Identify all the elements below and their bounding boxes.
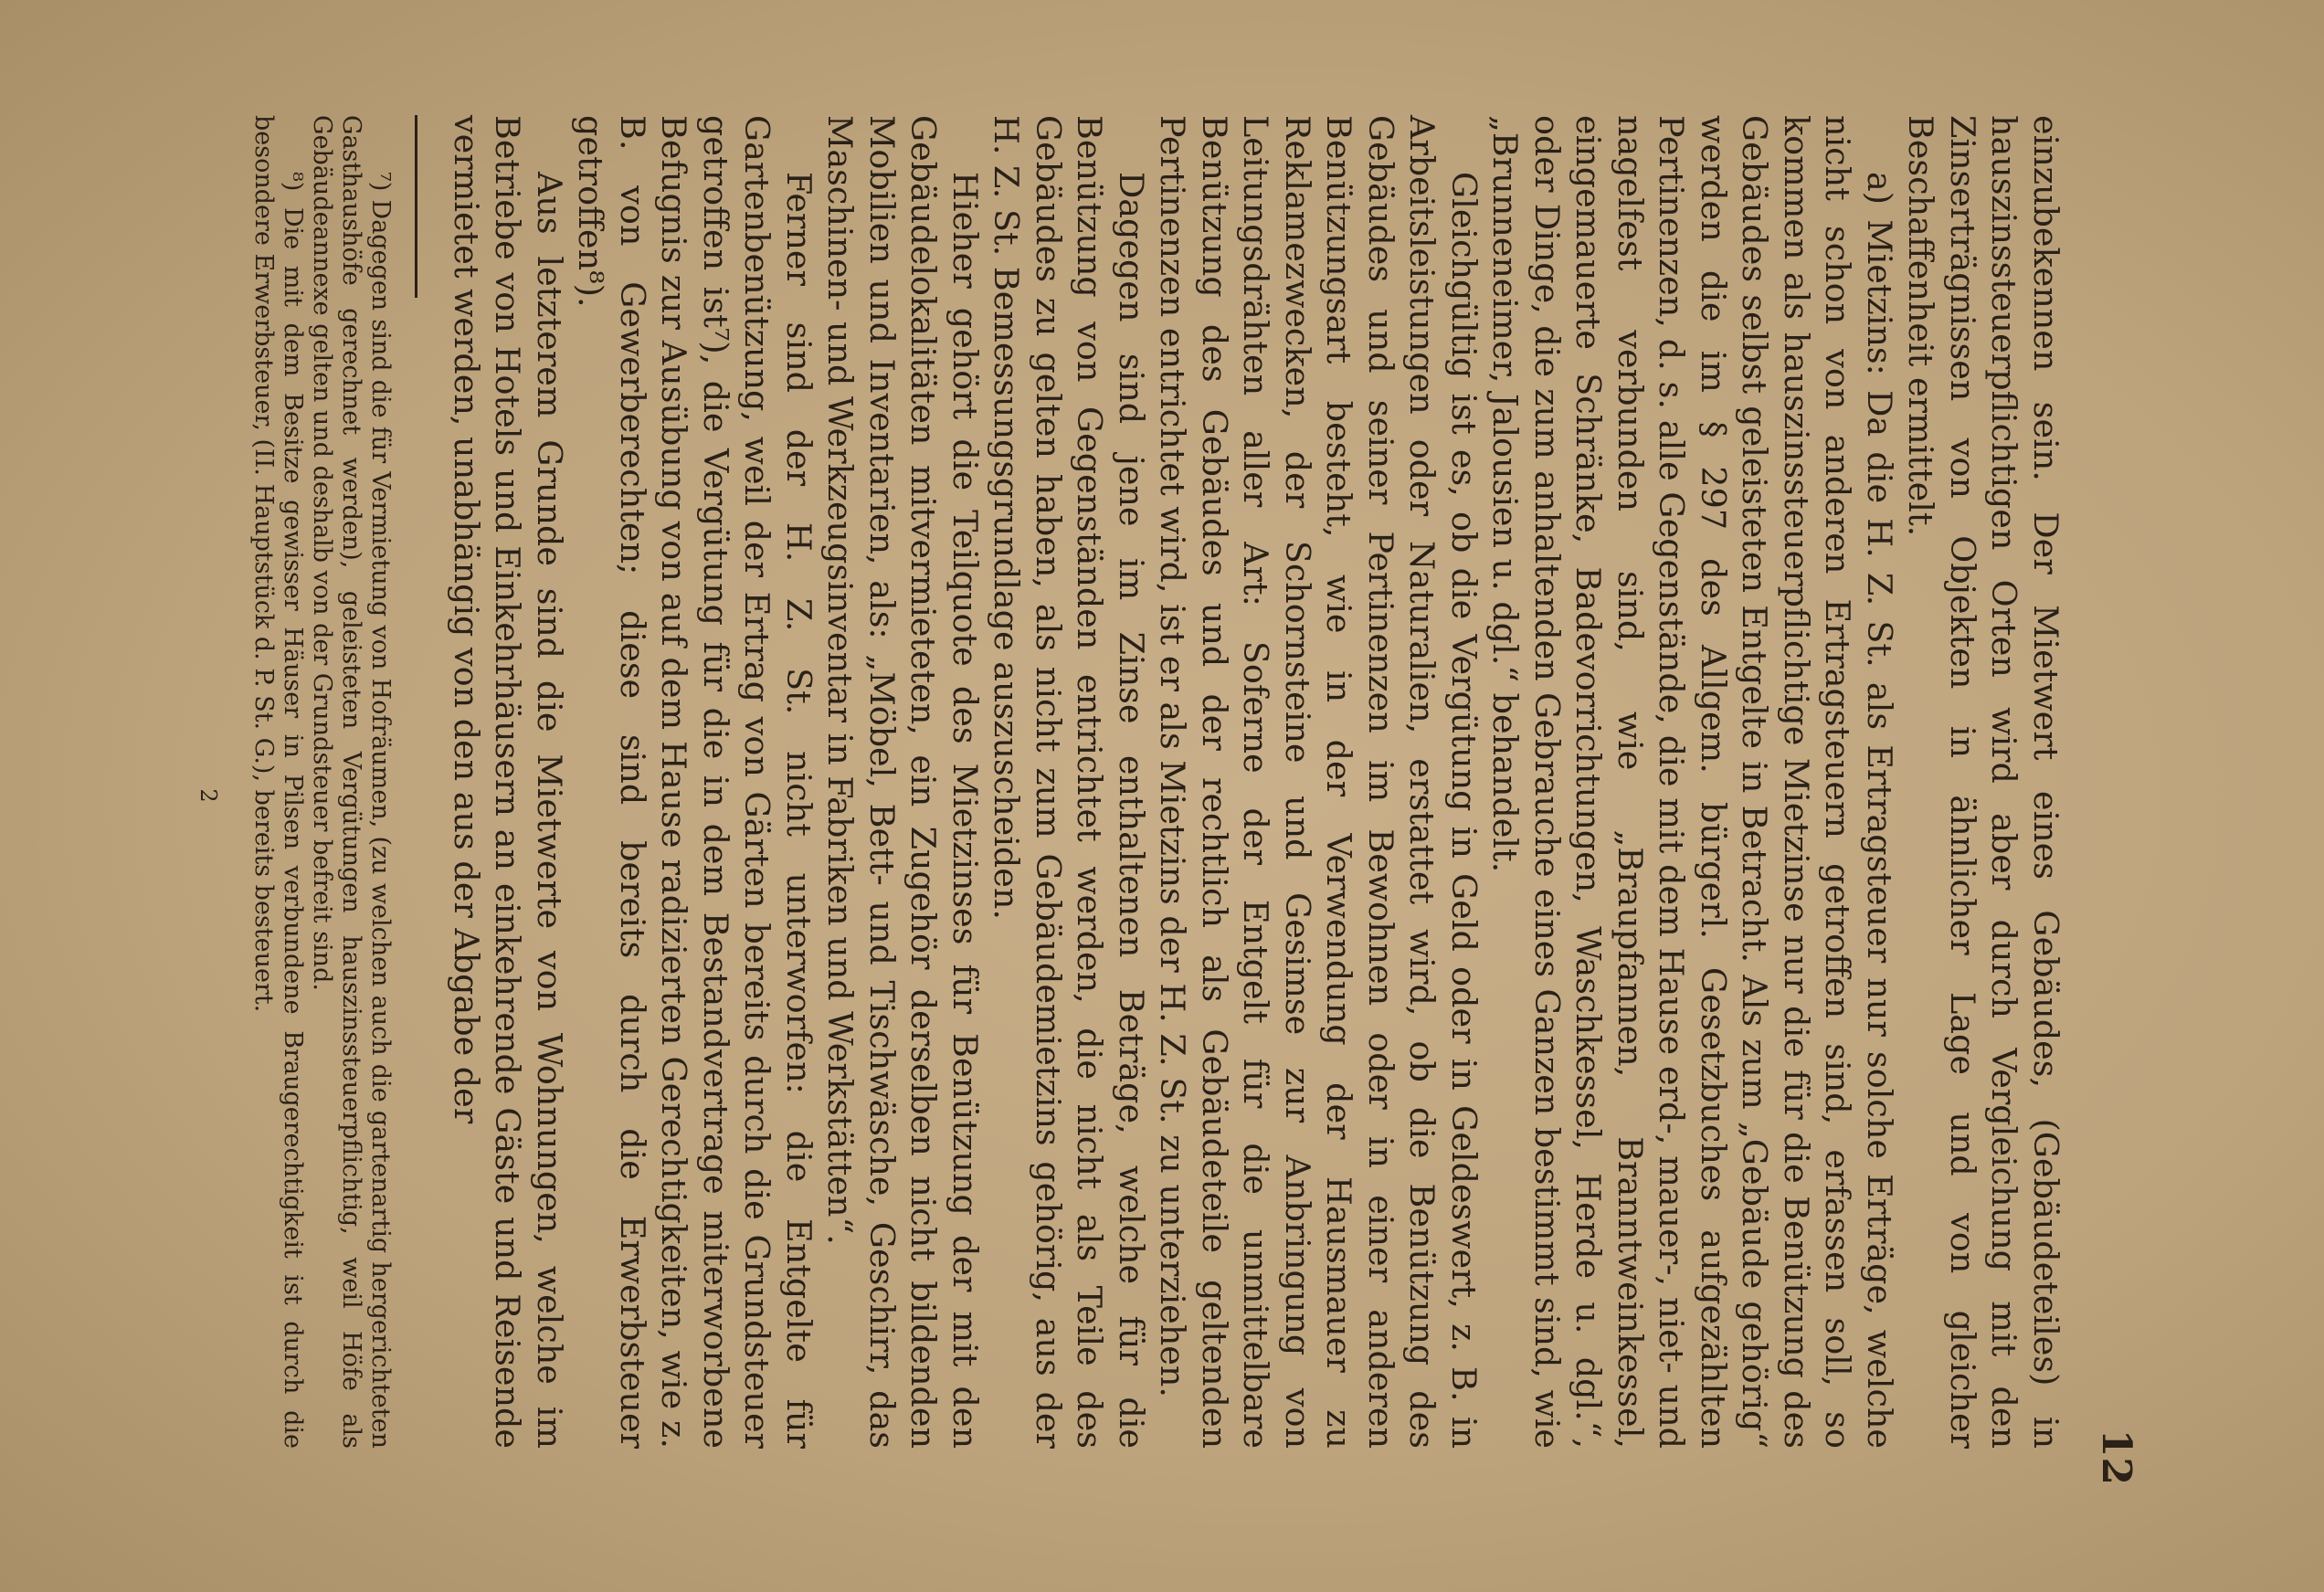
footnote-7: ⁷) Dagegen sind die für Vermietung von Hofräumen, (zu welchen auch die gartenartig hergerichteten Gasthaushöfe gerechnet werden), geleisteten Vergütungen hauszinssteuerpflichtig, weil Höfe als Gebäudeannexe gelten und deshalb von der Grundsteuer befreit sind.	[308, 115, 396, 1449]
footnote-8: ⁸) Die mit dem Besitze gewisser Häuser in Pilsen verbundene Braugerechtigkeit ist durch die besondere Erwerbsteuer, (II. Hauptstück d. P. St. G.), bereits besteuert.	[249, 115, 308, 1449]
paragraph-4: Dagegen sind jene im Zinse enthaltenen Beträge, welche für die Benützung von Gegenständen entrichtet werden, die nicht als Teile des Gebäudes zu gelten haben, als nicht zum Gebäudemietzins gehörig, aus der H. Z. St. Bemessungsgrundlage auszuscheiden.	[987, 115, 1151, 1449]
paragraph-1: einzubekennen sein. Der Mietwert eines Gebäudes, (Gebäudeteiles) in hauszinssteuerpflichtigen Orten wird aber durch Vergleichung mit den Zinserträgnissen von Objekten in ähnlicher Lage und von gleicher Beschaffenheit ermittelt.	[1901, 115, 2065, 1449]
sheet-signature: 2	[195, 788, 221, 803]
document-page	[157, 79, 2167, 1513]
footnote-divider	[416, 115, 418, 298]
paragraph-5: Hieher gehört die Teilquote des Mietzinses für Benützung der mit den Gebäudelokalitäten mitvermieteten, ein Zugehör derselben nicht bildenden Mobilien und Inventarien, als: „Möbel, Bett- und Tischwäsche, Geschirr, das Maschinen- und Werkzeugsinventar in Fabriken und Werkstätten“.	[820, 115, 985, 1449]
paragraph-2: a) Mietzins: Da die H. Z. St. als Ertragsteuer nur solche Erträge, welche nicht schon von anderen Ertragsteuern getroffen sind, erfassen soll, so kommen als hauszinssteuerpflichtige Mietzinse nur die für die Benützung des Gebäudes selbst geleisteten Entgelte in Betracht. Als zum „Gebäude gehörig“ werden die im § 297 des Allgem. bürgerl. Gesetzbuches aufgezählten Pertinenzen, d. s. alle Gegenstände, die mit dem Hause erd-, mauer-, niet- und nagelfest verbunden sind, wie „Braupfannen, Branntweinkessel, eingemauerte Schränke, Badevorrichtungen, Waschkessel, Herde u. dgl.“, oder Dinge, die zum anhaltenden Gebrauche eines Ganzen bestimmt sind, wie „Brunneneimer, Jalousien u. dgl.“ behandelt.	[1485, 115, 1899, 1449]
paragraph-6: Ferner sind der H. Z. St. nicht unterworfen: die Entgelte für Gartenbenützung, weil der Ertrag von Gärten bereits durch die Grundsteuer getroffen ist⁷), die Vergütung für die in dem Bestandvertrage miterworbene Befugnis zur Ausübung von auf dem Hause radizierten Gerechtigkeiten, wie z. B. von Gewerberechten; diese sind bereits durch die Erwerbsteuer getroffen⁸).	[571, 115, 819, 1449]
body-text	[249, 115, 2067, 1449]
page-number: 12	[2093, 1429, 2139, 1485]
paragraph-7: Aus letzterem Grunde sind die Mietwerte von Wohnungen, welche im Betriebe von Hotels und Einkehrhäusern an einkehrende Gäste und Reisende vermietet werden, unabhängig von den aus der Abgabe der	[447, 115, 569, 1449]
paragraph-3: Gleichgültig ist es, ob die Vergütung in Geld oder in Geldeswert, z. B. in Arbeitsleistungen oder Naturalien, erstattet wird, ob die Benützung des Gebäudes und seiner Pertinenzen im Bewohnen oder in einer anderen Benützungsart besteht, wie in der Verwendung der Hausmauer zu Reklamezwecken, der Schornsteine und Gesimse zur Anbringung von Leitungsdrähten aller Art: Soferne der Entgelt für die unmittelbare Benützung des Gebäudes und der rechtlich als Gebäudeteile geltenden Pertinenzen entrichtet wird, ist er als Mietzins der H. Z. St. zu unterziehen.	[1153, 115, 1484, 1449]
